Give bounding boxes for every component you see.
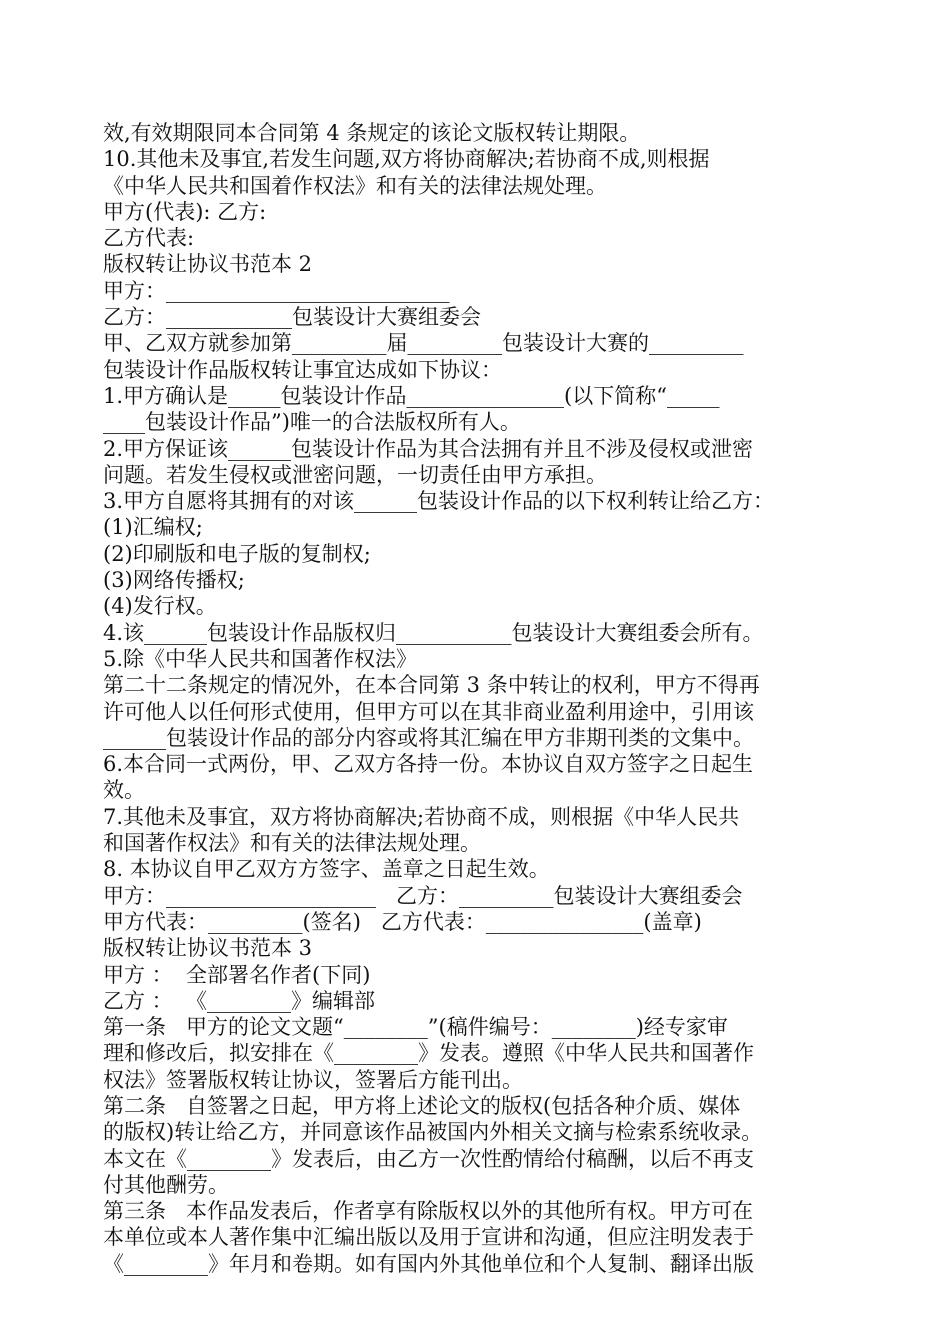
text-line: 问题。若发生侵权或泄密问题，一切责任由甲方承担。 [103, 462, 607, 487]
text-line: 3.甲方自愿将其拥有的对该______包装设计作品的以下权利转让给乙方： [103, 489, 775, 514]
text-line: 5.除《中华人民共和国著作权法》 [103, 646, 418, 671]
text-line: (3)网络传播权; [103, 568, 245, 593]
text-line: 2.甲方保证该______包装设计作品为其合法拥有并且不涉及侵权或泄密 [103, 436, 754, 461]
text-line: 本文在《________》发表后，由乙方一次性酌情给付稿酬，以后不再支 [103, 1146, 754, 1171]
text-line: 6.本合同一式两份，甲、乙双方各持一份。本协议自双方签字之日起生 [103, 752, 754, 777]
document-body [103, 120, 853, 1277]
text-line: 1.甲方确认是_____包装设计作品_______________(以下简称“_____ [103, 383, 720, 408]
text-line: (1)汇编权; [103, 515, 203, 540]
text-line: 权法》签署版权转让协议，签署后方能刊出。 [103, 1067, 523, 1092]
text-line: 乙方 ： 《________》编辑部 [103, 988, 376, 1013]
text-line: 效。 [103, 778, 145, 803]
text-line: 第一条 甲方的论文文题“________”(稿件编号：________)经专家审 [103, 1015, 728, 1040]
text-line: (2)印刷版和电子版的复制权; [103, 541, 371, 566]
text-line: ____包装设计作品”)唯一的合法版权所有人。 [103, 410, 521, 435]
text-line: 本单位或本人著作集中汇编出版以及用于宣讲和沟通，但应注明发表于 [103, 1225, 754, 1250]
section-title: 版权转让协议书范本 3 [103, 936, 313, 961]
section-title: 版权转让协议书范本 2 [103, 252, 313, 277]
text-line: 7.其他未及事宜，双方将协商解决;若协商不成，则根据《中华人民共 [103, 804, 740, 829]
text-line: 付其他酬劳。 [103, 1172, 229, 1197]
text-line: 甲方：___________________________ [103, 278, 450, 303]
text-line: ______包装设计作品的部分内容或将其汇编在甲方非期刊类的文集中。 [103, 725, 754, 750]
text-line: 第三条 本作品发表后，作者享有除版权以外的其他所有权。甲方可在 [103, 1199, 754, 1224]
text-line: 4.该______包装设计作品版权归___________包装设计大赛组委会所有。 [103, 620, 764, 645]
text-line: 的版权)转让给乙方，并同意该作品被国内外相关文摘与检索系统收录。 [103, 1120, 763, 1145]
text-line: 甲方 ： 全部署名作者(下同) [103, 962, 371, 987]
text-line: 甲方(代表): 乙方: [103, 199, 267, 224]
text-line: 包装设计作品版权转让事宜达成如下协议： [103, 357, 502, 382]
text-line: 10.其他未及事宜,若发生问题,双方将协商解决;若协商不成,则根据 [103, 147, 710, 172]
text-line: 乙方：____________包装设计大赛组委会 [103, 305, 481, 330]
text-line: 许可他人以任何形式使用，但甲方可以在其非商业盈利用途中，引用该 [103, 699, 754, 724]
text-line: 甲方：____________________ 乙方：_________包装设计大赛组委会 [103, 883, 743, 908]
text-line: 甲方代表：_________(签名) 乙方代表：_______________(盖章) [103, 909, 702, 934]
text-line: 效,有效期限同本合同第 4 条规定的该论文版权转让期限。 [103, 121, 641, 145]
text-line: 理和修改后，拟安排在《________》发表。遵照《中华人民共和国著作 [103, 1041, 754, 1066]
text-line: 8. 本协议自甲乙双方方签字、盖章之日起生效。 [103, 857, 550, 882]
text-line: 《中华人民共和国着作权法》和有关的法律法规处理。 [103, 173, 607, 198]
text-line: (4)发行权。 [103, 594, 217, 619]
text-line: 《________》年月和卷期。如有国内外其他单位和个人复制、翻译出版 [103, 1251, 754, 1276]
text-line: 乙方代表: [103, 226, 195, 251]
text-line: 第二十二条规定的情况外，在本合同第 3 条中转让的权利，甲方不得再 [103, 673, 760, 698]
text-line: 和国著作权法》和有关的法律法规处理。 [103, 831, 481, 856]
text-line: 甲、乙双方就参加第_________届_________包装设计大赛的_________ [103, 331, 744, 356]
text-line: 第二条 自签署之日起，甲方将上述论文的版权(包括各种介质、媒体 [103, 1093, 741, 1118]
